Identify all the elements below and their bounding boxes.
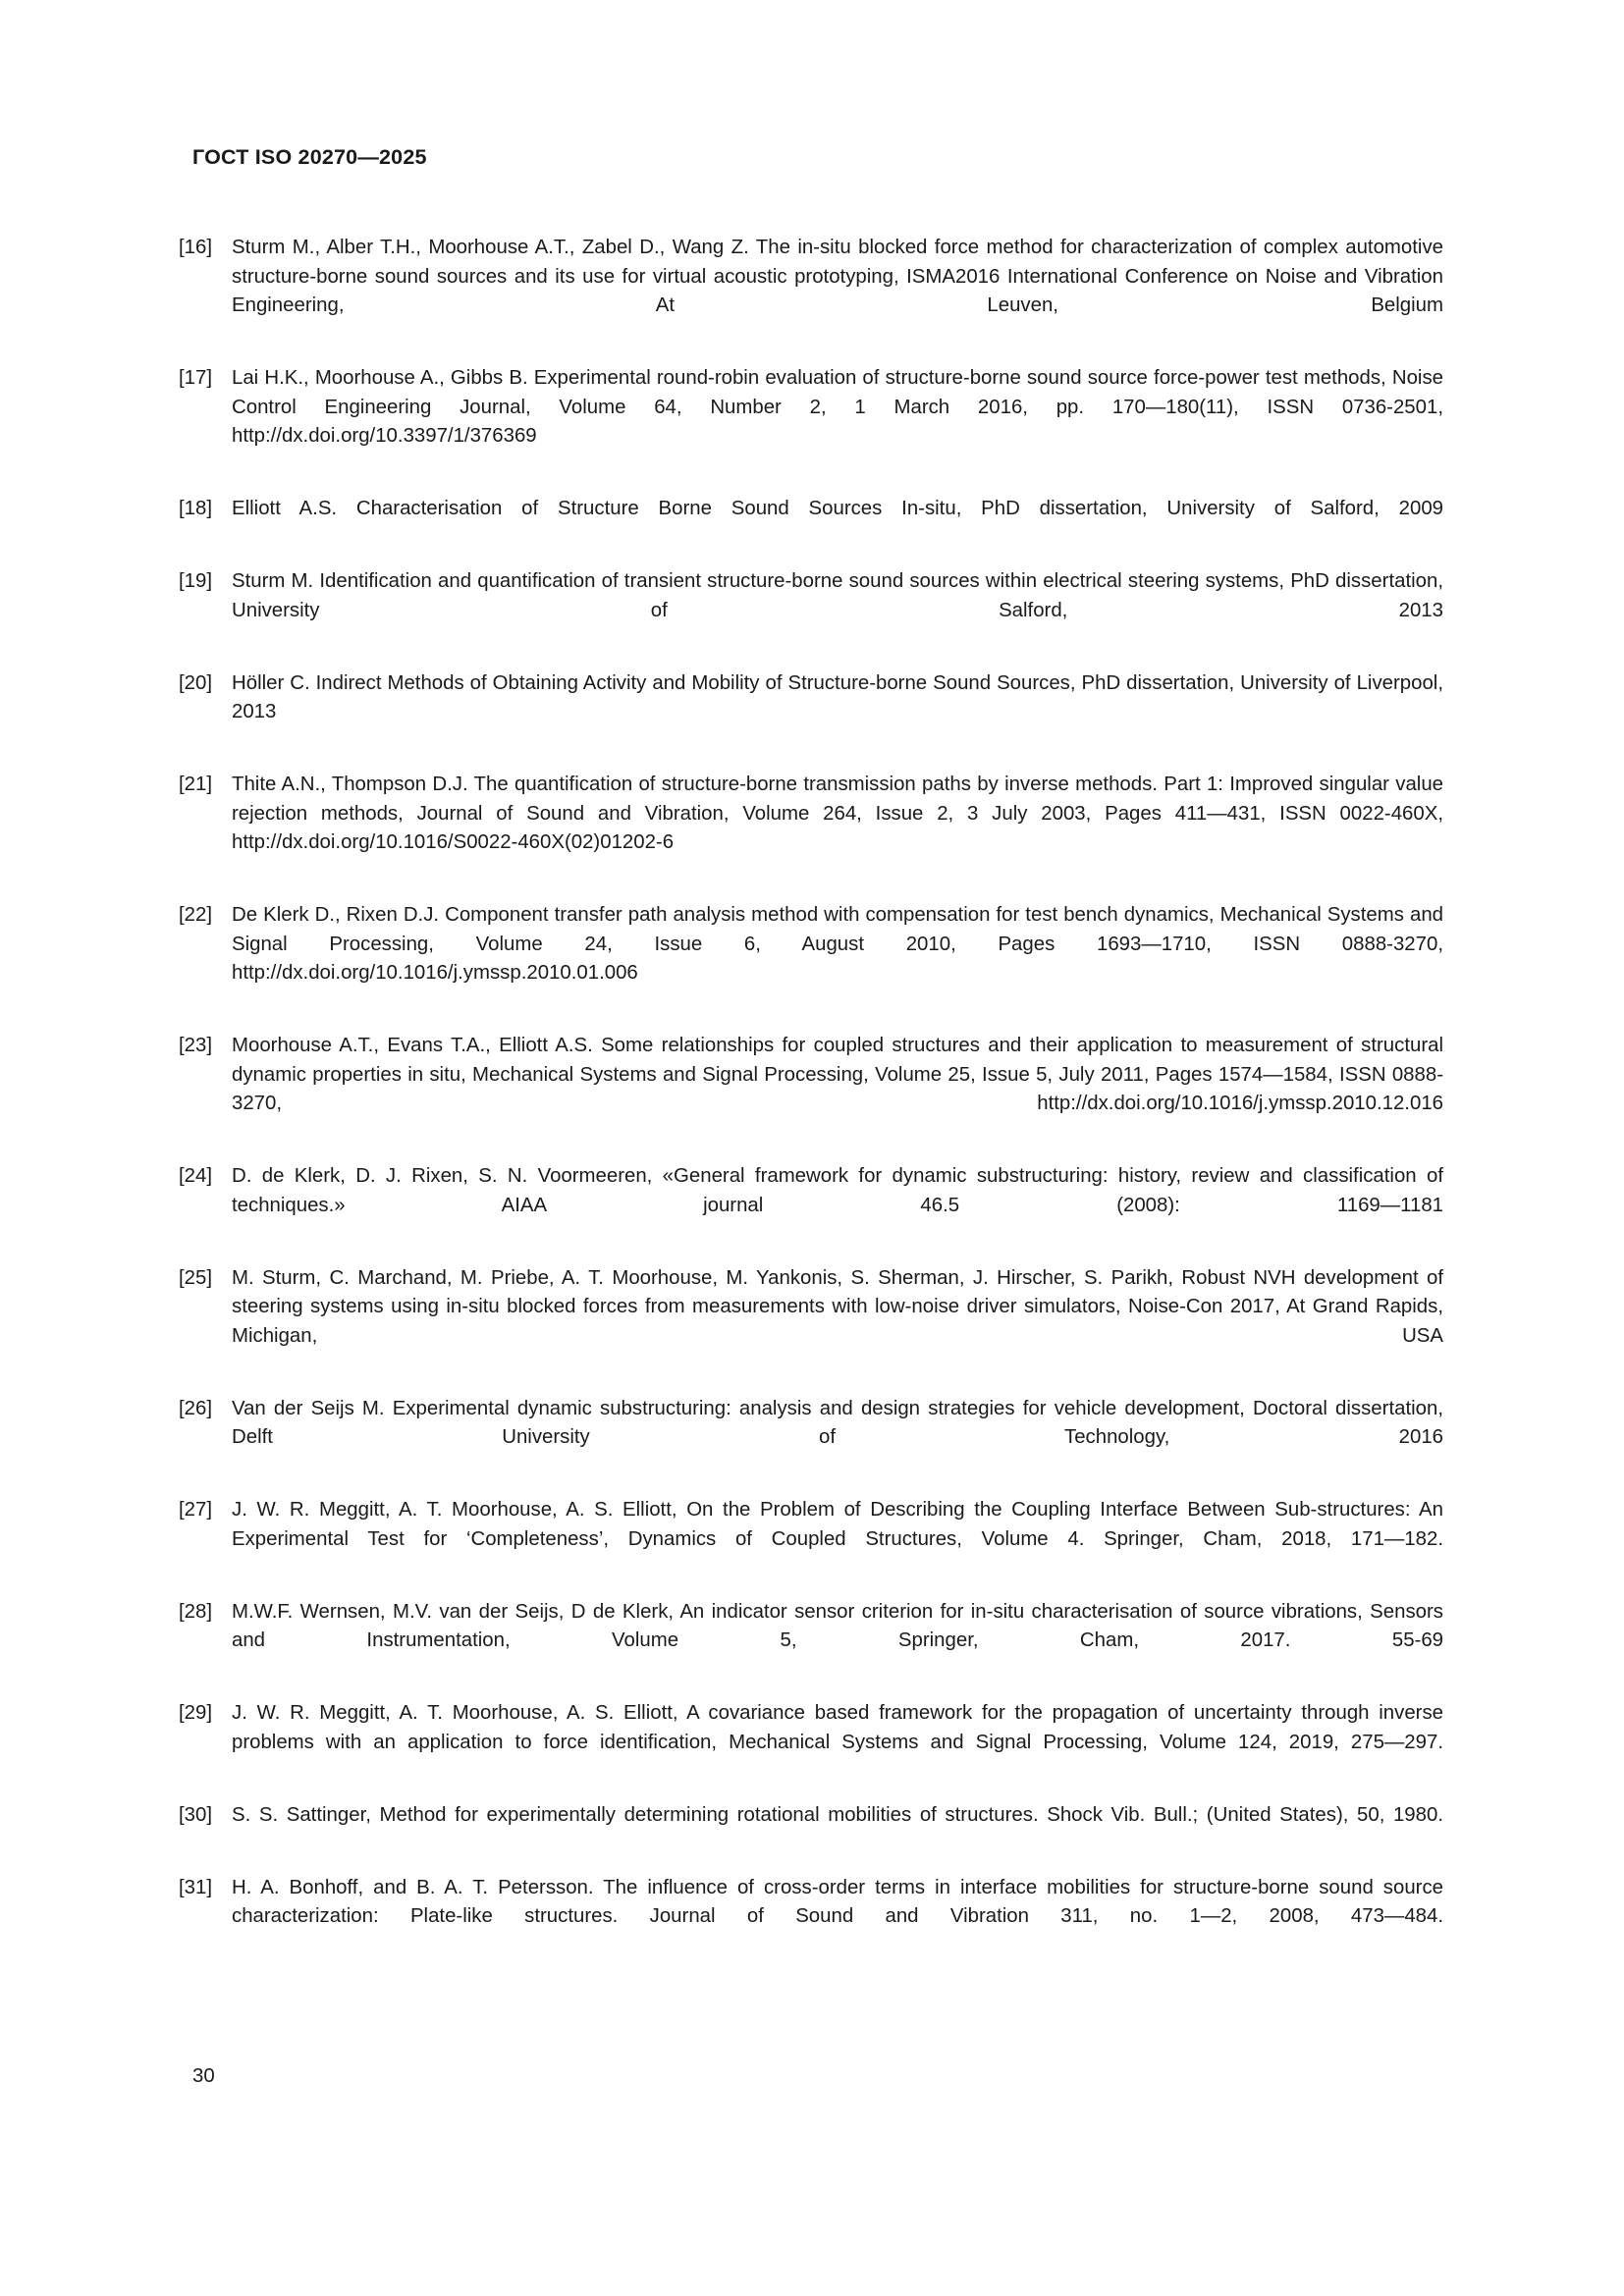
reference-number: [23] [179, 1035, 213, 1056]
reference-entry [179, 1874, 1443, 1961]
reference-entry [179, 1264, 1443, 1380]
reference-entry [179, 1032, 1443, 1148]
reference-text: S. S. Sattinger, Method for experimentally determining rotational mobilities of structures. Shock Vib. Bull.; (United States), 50, 1980. [232, 1803, 1443, 1826]
reference-text: Sturm M. Identification and quantification of transient structure-borne sound sources within electrical steering systems, PhD dissertation, University of Salford, 2013 [232, 570, 1443, 621]
reference-text: J. W. R. Meggitt, A. T. Moorhouse, A. S. Elliott, A covariance based framework for the propagation of uncertainty through inverse problems with an application to force identification, Mechanical Systems and Signal Processing, Volume 124, 2019, 275—297. [232, 1702, 1443, 1753]
reference-text: Van der Seijs M. Experimental dynamic substructuring: analysis and design strategies for vehicle development, Doctoral dissertation, Delft University of Technology, 2016 [232, 1397, 1443, 1448]
references-list [179, 234, 1443, 1975]
reference-text: Höller C. Indirect Methods of Obtaining Activity and Mobility of Structure-borne Sound Sources, PhD dissertation, University of Liverpool, 2013 [232, 671, 1443, 722]
reference-number: [27] [179, 1499, 213, 1521]
page-number: 30 [192, 2065, 215, 2087]
page-header-title: ГОСТ ISO 20270—2025 [192, 145, 427, 169]
reference-entry [179, 771, 1443, 886]
reference-entry [179, 1699, 1443, 1787]
reference-number: [19] [179, 570, 213, 592]
reference-entry [179, 567, 1443, 655]
reference-number: [16] [179, 237, 213, 258]
reference-number: [26] [179, 1397, 213, 1419]
reference-text: J. W. R. Meggitt, A. T. Moorhouse, A. S. Elliott, On the Problem of Describing the Coupling Interface Between Sub-structures: An Experimental Test for ‘Completeness’, Dynamics of Coupled Structures, Volume 4. Springer, Cham, 2018, 171—182. [232, 1499, 1443, 1550]
reference-entry [179, 669, 1443, 757]
reference-number: [18] [179, 498, 213, 519]
reference-text: Moorhouse A.T., Evans T.A., Elliott A.S. Some relationships for coupled structures and their application to measurement of structural dynamic properties in situ, Mechanical Systems and Signal Processing, Volume 25, Issue 5, July 2011, Pages 1574—1584, ISSN 0888-3270, http://dx.doi.org/10.1016/j.ymssp.2010.12.016 [232, 1035, 1443, 1114]
reference-number: [25] [179, 1266, 213, 1289]
reference-number: [17] [179, 367, 213, 389]
reference-entry [179, 364, 1443, 480]
reference-text: Lai H.K., Moorhouse A., Gibbs B. Experimental round-robin evaluation of structure-borne sound source force-power test methods, Noise Control Engineering Journal, Volume 64, Number 2, 1 March 2016, pp. 170—180(11), ISSN 0736-2501, http://dx.doi.org/10.3397/1/376369 [232, 367, 1443, 447]
reference-entry [179, 1395, 1443, 1482]
reference-entry [179, 234, 1443, 349]
reference-entry [179, 495, 1443, 553]
reference-entry [179, 1496, 1443, 1583]
reference-entry [179, 1801, 1443, 1859]
reference-text: Sturm M., Alber T.H., Moorhouse A.T., Zabel D., Wang Z. The in-situ blocked force method for characterization of complex automotive structure-borne sound sources and its use for virtual acoustic prototyping, ISMA2016 International Conference on Noise and Vibration Engineering, At Leuven, Belgium [232, 237, 1443, 316]
reference-number: [29] [179, 1702, 213, 1724]
reference-text: H. A. Bonhoff, and B. A. T. Petersson. The influence of cross-order terms in interface mobilities for structure-borne sound source characterization: Plate-like structures. Journal of Sound and Vibration 311, no. 1—2, 2008, 473—484. [232, 1876, 1443, 1927]
reference-number: [20] [179, 671, 213, 694]
reference-number: [24] [179, 1165, 213, 1187]
reference-text: D. de Klerk, D. J. Rixen, S. N. Voormeeren, «General framework for dynamic substructuring: history, review and classification of techniques.» AIAA journal 46.5 (2008): 1169—1181 [232, 1165, 1443, 1216]
reference-text: Thite A.N., Thompson D.J. The quantification of structure-borne transmission paths by inverse methods. Part 1: Improved singular value rejection methods, Journal of Sound and Vibration, Volume 264, Issue 2, 3 July 2003, Pages 411—431, ISSN 0022-460X, http://dx.doi.org/10.1016/S0022-460X(02)01202-6 [232, 774, 1443, 853]
reference-text: Elliott A.S. Characterisation of Structure Borne Sound Sources In-situ, PhD dissertation, University of Salford, 2009 [232, 498, 1443, 519]
reference-number: [22] [179, 904, 213, 926]
reference-number: [28] [179, 1600, 213, 1623]
reference-number: [21] [179, 774, 213, 795]
reference-number: [30] [179, 1803, 213, 1826]
reference-entry [179, 1598, 1443, 1685]
reference-text: De Klerk D., Rixen D.J. Component transfer path analysis method with compensation for test bench dynamics, Mechanical Systems and Signal Processing, Volume 24, Issue 6, August 2010, Pages 1693—1710, ISSN 0888-3270, http://dx.doi.org/10.1016/j.ymssp.2010.01.006 [232, 904, 1443, 984]
reference-entry [179, 1162, 1443, 1250]
reference-entry [179, 901, 1443, 1017]
reference-text: M. Sturm, C. Marchand, M. Priebe, A. T. Moorhouse, M. Yankonis, S. Sherman, J. Hirscher, S. Parikh, Robust NVH development of steering systems using in-situ blocked forces from measurements with low-noise driver simulators, Noise-Con 2017, At Grand Rapids, Michigan, USA [232, 1266, 1443, 1347]
reference-text: M.W.F. Wernsen, M.V. van der Seijs, D de Klerk, An indicator sensor criterion for in-situ characterisation of source vibrations, Sensors and Instrumentation, Volume 5, Springer, Cham, 2017. 55-69 [232, 1600, 1443, 1651]
reference-number: [31] [179, 1876, 213, 1898]
